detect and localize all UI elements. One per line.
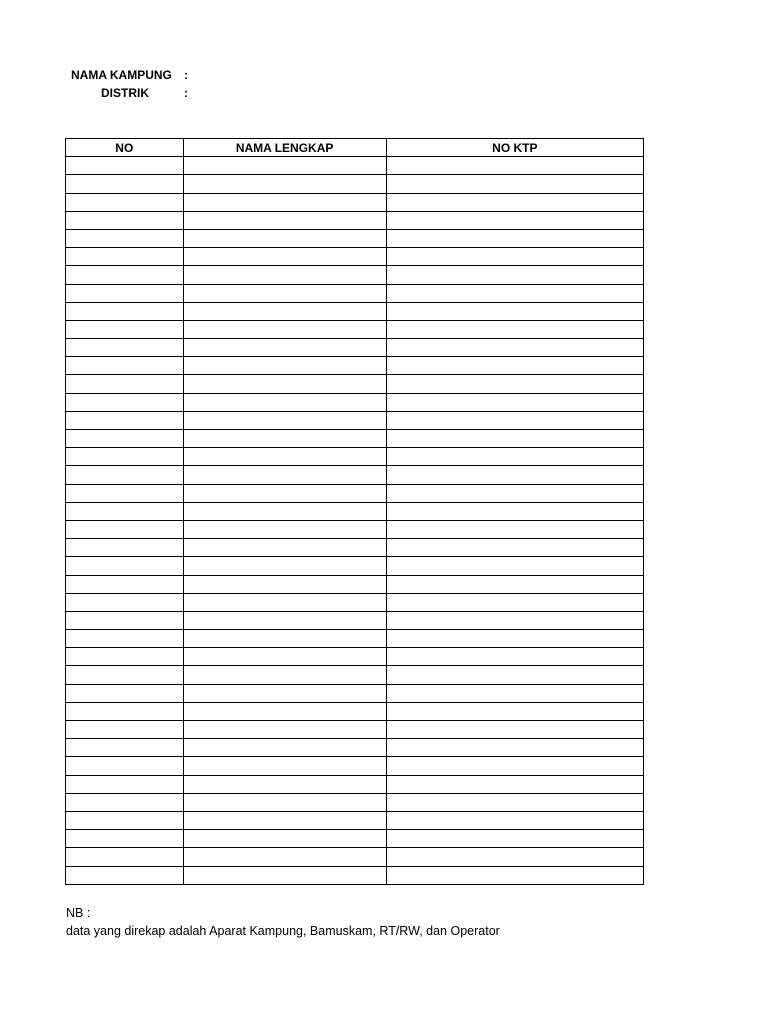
no-ktp-cell[interactable] bbox=[386, 502, 643, 520]
no-ktp-cell[interactable] bbox=[386, 557, 643, 575]
no-cell[interactable] bbox=[66, 830, 184, 848]
nama-lengkap-cell[interactable] bbox=[183, 648, 386, 666]
no-cell[interactable] bbox=[66, 811, 184, 829]
no-ktp-cell[interactable] bbox=[386, 611, 643, 629]
table-row bbox=[66, 175, 644, 193]
no-ktp-cell[interactable] bbox=[386, 811, 643, 829]
table-row bbox=[66, 866, 644, 884]
no-cell[interactable] bbox=[66, 866, 184, 884]
nama-lengkap-cell[interactable] bbox=[183, 284, 386, 302]
nama-lengkap-cell[interactable] bbox=[183, 830, 386, 848]
no-ktp-cell[interactable] bbox=[386, 266, 643, 284]
no-cell[interactable] bbox=[66, 157, 184, 175]
table-row bbox=[66, 793, 644, 811]
table-row bbox=[66, 520, 644, 538]
no-cell[interactable] bbox=[66, 539, 184, 557]
table-row bbox=[66, 593, 644, 611]
no-ktp-cell[interactable] bbox=[386, 666, 643, 684]
nama-lengkap-cell[interactable] bbox=[183, 175, 386, 193]
no-ktp-cell[interactable] bbox=[386, 393, 643, 411]
nama-lengkap-cell[interactable] bbox=[183, 248, 386, 266]
table-row bbox=[66, 229, 644, 247]
no-ktp-cell[interactable] bbox=[386, 357, 643, 375]
table-row bbox=[66, 484, 644, 502]
no-cell[interactable] bbox=[66, 248, 184, 266]
table-row bbox=[66, 775, 644, 793]
no-ktp-cell[interactable] bbox=[386, 229, 643, 247]
nama-lengkap-cell[interactable] bbox=[183, 775, 386, 793]
nama-lengkap-cell[interactable] bbox=[183, 484, 386, 502]
no-ktp-cell[interactable] bbox=[386, 793, 643, 811]
no-ktp-cell[interactable] bbox=[386, 757, 643, 775]
nama-lengkap-cell[interactable] bbox=[183, 684, 386, 702]
no-ktp-cell[interactable] bbox=[386, 739, 643, 757]
nama-lengkap-cell[interactable] bbox=[183, 702, 386, 720]
no-cell[interactable] bbox=[66, 630, 184, 648]
table-row bbox=[66, 266, 644, 284]
table-row bbox=[66, 375, 644, 393]
no-ktp-cell[interactable] bbox=[386, 593, 643, 611]
nama-lengkap-cell[interactable] bbox=[183, 557, 386, 575]
nama-lengkap-cell[interactable] bbox=[183, 393, 386, 411]
no-cell[interactable] bbox=[66, 466, 184, 484]
no-cell[interactable] bbox=[66, 757, 184, 775]
table-row bbox=[66, 157, 644, 175]
no-ktp-cell[interactable] bbox=[386, 484, 643, 502]
no-ktp-cell[interactable] bbox=[386, 721, 643, 739]
no-cell[interactable] bbox=[66, 520, 184, 538]
table-row bbox=[66, 393, 644, 411]
nama-lengkap-cell[interactable] bbox=[183, 339, 386, 357]
no-ktp-cell[interactable] bbox=[386, 630, 643, 648]
nama-lengkap-cell[interactable] bbox=[183, 375, 386, 393]
no-ktp-cell[interactable] bbox=[386, 702, 643, 720]
table-row bbox=[66, 575, 644, 593]
no-cell[interactable] bbox=[66, 339, 184, 357]
table-row bbox=[66, 339, 644, 357]
table-row bbox=[66, 539, 644, 557]
nama-lengkap-cell[interactable] bbox=[183, 757, 386, 775]
no-ktp-cell[interactable] bbox=[386, 866, 643, 884]
nama-lengkap-cell[interactable] bbox=[183, 502, 386, 520]
table-row bbox=[66, 466, 644, 484]
no-ktp-cell[interactable] bbox=[386, 848, 643, 866]
nama-lengkap-cell[interactable] bbox=[183, 739, 386, 757]
no-ktp-cell[interactable] bbox=[386, 411, 643, 429]
no-ktp-cell[interactable] bbox=[386, 775, 643, 793]
nama-lengkap-cell[interactable] bbox=[183, 539, 386, 557]
no-cell[interactable] bbox=[66, 611, 184, 629]
note-text: data yang direkap adalah Aparat Kampung, Bamuskam, RT/RW, dan Operator bbox=[66, 924, 500, 938]
no-cell[interactable] bbox=[66, 593, 184, 611]
table-row bbox=[66, 302, 644, 320]
no-cell[interactable] bbox=[66, 229, 184, 247]
no-cell[interactable] bbox=[66, 775, 184, 793]
no-cell[interactable] bbox=[66, 721, 184, 739]
no-ktp-cell[interactable] bbox=[386, 448, 643, 466]
no-ktp-cell[interactable] bbox=[386, 175, 643, 193]
no-cell[interactable] bbox=[66, 557, 184, 575]
no-cell[interactable] bbox=[66, 175, 184, 193]
no-ktp-cell[interactable] bbox=[386, 302, 643, 320]
no-cell[interactable] bbox=[66, 430, 184, 448]
no-cell[interactable] bbox=[66, 702, 184, 720]
column-header-nama-lengkap: NAMA LENGKAP bbox=[183, 139, 386, 157]
column-header-no-ktp: NO KTP bbox=[386, 139, 643, 157]
no-ktp-cell[interactable] bbox=[386, 157, 643, 175]
no-ktp-cell[interactable] bbox=[386, 466, 643, 484]
nama-lengkap-cell[interactable] bbox=[183, 630, 386, 648]
table-row bbox=[66, 211, 644, 229]
table-body bbox=[66, 157, 644, 885]
no-ktp-cell[interactable] bbox=[386, 284, 643, 302]
no-ktp-cell[interactable] bbox=[386, 430, 643, 448]
table-row bbox=[66, 684, 644, 702]
nama-lengkap-cell[interactable] bbox=[183, 593, 386, 611]
no-cell[interactable] bbox=[66, 575, 184, 593]
data-table bbox=[65, 138, 644, 885]
nama-lengkap-cell[interactable] bbox=[183, 448, 386, 466]
nama-lengkap-cell[interactable] bbox=[183, 157, 386, 175]
nama-lengkap-cell[interactable] bbox=[183, 793, 386, 811]
table-row bbox=[66, 666, 644, 684]
no-cell[interactable] bbox=[66, 848, 184, 866]
nama-lengkap-cell[interactable] bbox=[183, 266, 386, 284]
no-cell[interactable] bbox=[66, 502, 184, 520]
no-cell[interactable] bbox=[66, 320, 184, 338]
table-row bbox=[66, 848, 644, 866]
column-header-no: NO bbox=[66, 139, 184, 157]
nama-lengkap-cell[interactable] bbox=[183, 866, 386, 884]
no-cell[interactable] bbox=[66, 357, 184, 375]
nama-lengkap-cell[interactable] bbox=[183, 320, 386, 338]
no-cell[interactable] bbox=[66, 684, 184, 702]
no-ktp-cell[interactable] bbox=[386, 211, 643, 229]
table-row bbox=[66, 357, 644, 375]
table-row bbox=[66, 702, 644, 720]
nama-lengkap-cell[interactable] bbox=[183, 811, 386, 829]
table-row bbox=[66, 430, 644, 448]
no-ktp-cell[interactable] bbox=[386, 520, 643, 538]
nama-lengkap-cell[interactable] bbox=[183, 848, 386, 866]
nama-lengkap-cell[interactable] bbox=[183, 466, 386, 484]
nama-lengkap-cell[interactable] bbox=[183, 666, 386, 684]
nama-lengkap-cell[interactable] bbox=[183, 611, 386, 629]
table-row bbox=[66, 502, 644, 520]
no-ktp-cell[interactable] bbox=[386, 320, 643, 338]
no-ktp-cell[interactable] bbox=[386, 575, 643, 593]
no-cell[interactable] bbox=[66, 375, 184, 393]
table-row bbox=[66, 411, 644, 429]
distrik-colon: : bbox=[184, 86, 188, 100]
table-row bbox=[66, 193, 644, 211]
nama-kampung-label: NAMA KAMPUNG bbox=[71, 68, 172, 82]
no-ktp-cell[interactable] bbox=[386, 193, 643, 211]
table-row bbox=[66, 630, 644, 648]
no-ktp-cell[interactable] bbox=[386, 684, 643, 702]
nama-lengkap-cell[interactable] bbox=[183, 193, 386, 211]
no-cell[interactable] bbox=[66, 648, 184, 666]
table-row bbox=[66, 811, 644, 829]
no-cell[interactable] bbox=[66, 302, 184, 320]
table-row bbox=[66, 830, 644, 848]
table-row bbox=[66, 320, 644, 338]
nama-lengkap-cell[interactable] bbox=[183, 229, 386, 247]
table-row bbox=[66, 721, 644, 739]
no-cell[interactable] bbox=[66, 211, 184, 229]
nama-lengkap-cell[interactable] bbox=[183, 575, 386, 593]
table-row bbox=[66, 448, 644, 466]
no-cell[interactable] bbox=[66, 484, 184, 502]
no-cell[interactable] bbox=[66, 793, 184, 811]
no-cell[interactable] bbox=[66, 411, 184, 429]
table-row bbox=[66, 611, 644, 629]
no-cell[interactable] bbox=[66, 284, 184, 302]
no-ktp-cell[interactable] bbox=[386, 375, 643, 393]
no-cell[interactable] bbox=[66, 193, 184, 211]
table-row bbox=[66, 284, 644, 302]
nama-lengkap-cell[interactable] bbox=[183, 211, 386, 229]
distrik-label: DISTRIK bbox=[101, 86, 149, 100]
table-row bbox=[66, 757, 644, 775]
nama-kampung-colon: : bbox=[184, 68, 188, 82]
no-ktp-cell[interactable] bbox=[386, 248, 643, 266]
note-label: NB : bbox=[66, 906, 91, 920]
table-row bbox=[66, 248, 644, 266]
no-ktp-cell[interactable] bbox=[386, 830, 643, 848]
no-cell[interactable] bbox=[66, 393, 184, 411]
no-cell[interactable] bbox=[66, 739, 184, 757]
nama-lengkap-cell[interactable] bbox=[183, 411, 386, 429]
table-row bbox=[66, 739, 644, 757]
no-ktp-cell[interactable] bbox=[386, 539, 643, 557]
no-cell[interactable] bbox=[66, 666, 184, 684]
nama-lengkap-cell[interactable] bbox=[183, 302, 386, 320]
table-row bbox=[66, 557, 644, 575]
nama-lengkap-cell[interactable] bbox=[183, 721, 386, 739]
no-ktp-cell[interactable] bbox=[386, 648, 643, 666]
table-header-row bbox=[66, 139, 644, 157]
no-ktp-cell[interactable] bbox=[386, 339, 643, 357]
no-cell[interactable] bbox=[66, 448, 184, 466]
nama-lengkap-cell[interactable] bbox=[183, 357, 386, 375]
no-cell[interactable] bbox=[66, 266, 184, 284]
nama-lengkap-cell[interactable] bbox=[183, 520, 386, 538]
table-row bbox=[66, 648, 644, 666]
nama-lengkap-cell[interactable] bbox=[183, 430, 386, 448]
